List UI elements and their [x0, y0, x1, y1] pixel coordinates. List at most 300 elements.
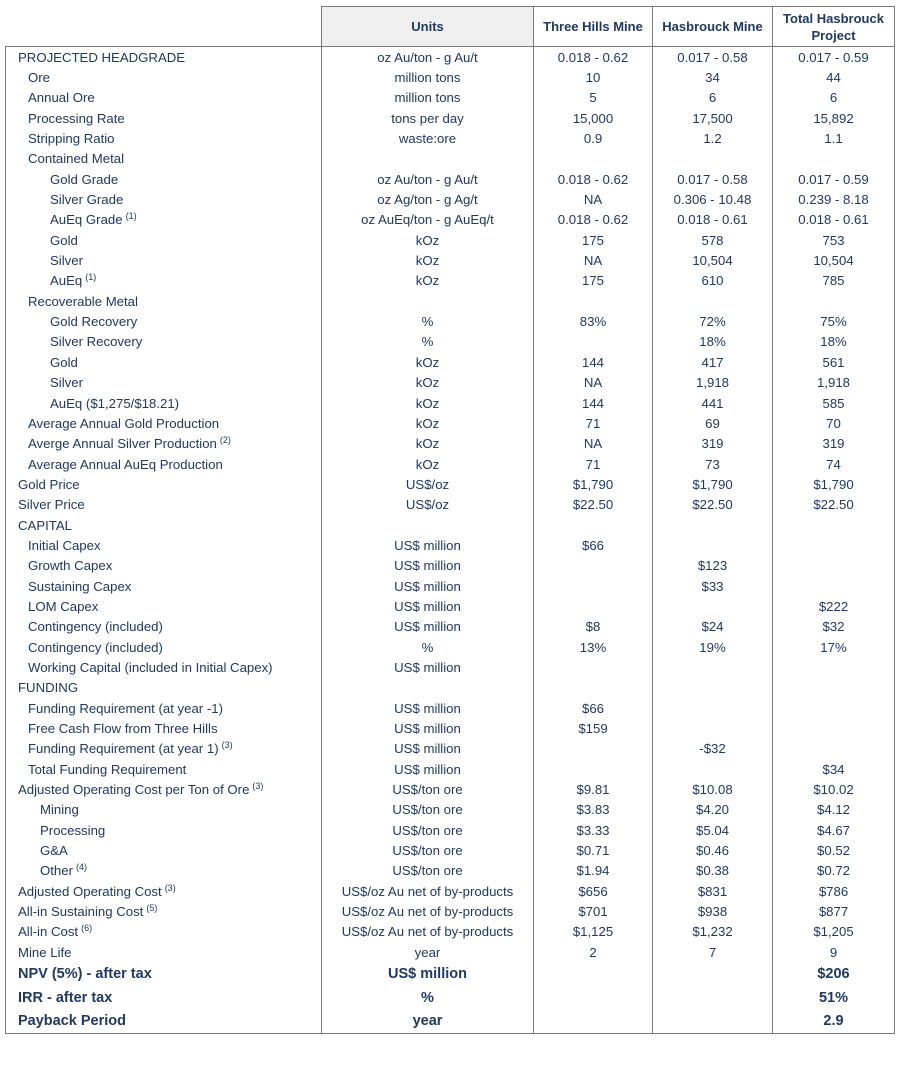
three-hills-value: $22.50 [534, 495, 653, 515]
total-value: 753 [773, 230, 895, 250]
table-row [6, 881, 895, 901]
total-value [773, 698, 895, 718]
row-label: Adjusted Operating Cost [18, 883, 162, 899]
footnote-marker: (3) [164, 882, 176, 893]
three-hills-value: 2 [534, 942, 653, 962]
hasbrouck-value: $33 [653, 576, 773, 596]
three-hills-value: 0.018 - 0.62 [534, 210, 653, 230]
units-cell: US$ million [322, 962, 534, 986]
hasbrouck-value [653, 1009, 773, 1033]
units-cell: US$/oz Au net of by-products [322, 901, 534, 921]
row-label-cell [6, 698, 322, 718]
total-value: $0.72 [773, 861, 895, 881]
table-row [6, 291, 895, 311]
three-hills-value: $0.71 [534, 840, 653, 860]
row-label: Silver Price [18, 497, 85, 513]
header-total: Total Hasbrouck Project [773, 7, 895, 47]
table-row [6, 657, 895, 677]
row-label-cell [6, 901, 322, 921]
row-label-cell [6, 861, 322, 881]
row-label: Total Funding Requirement [28, 761, 187, 777]
table-row [6, 352, 895, 372]
hasbrouck-value: 578 [653, 230, 773, 250]
total-value: 585 [773, 393, 895, 413]
total-value [773, 535, 895, 555]
row-label-cell [6, 678, 322, 698]
hasbrouck-value: $4.20 [653, 800, 773, 820]
three-hills-value: $1.94 [534, 861, 653, 881]
units-cell: year [322, 942, 534, 962]
row-label-cell [6, 495, 322, 515]
row-label: Averge Annual Silver Production [28, 436, 217, 452]
total-value [773, 149, 895, 169]
row-label: Working Capital (included in Initial Capex) [28, 659, 273, 675]
units-cell: US$ million [322, 576, 534, 596]
row-label-cell [6, 596, 322, 616]
three-hills-value: $9.81 [534, 779, 653, 799]
table-row [6, 311, 895, 331]
hasbrouck-value: 72% [653, 311, 773, 331]
units-cell: US$ million [322, 535, 534, 555]
hasbrouck-value [653, 986, 773, 1010]
row-label: Other [40, 863, 73, 879]
units-cell: US$ million [322, 718, 534, 738]
hasbrouck-value: 319 [653, 434, 773, 454]
hasbrouck-value: 73 [653, 454, 773, 474]
row-label: FUNDING [18, 680, 79, 696]
hasbrouck-value [653, 698, 773, 718]
units-cell: oz Ag/ton - g Ag/t [322, 189, 534, 209]
three-hills-value [534, 332, 653, 352]
hasbrouck-value [653, 291, 773, 311]
row-label-cell [6, 108, 322, 128]
hasbrouck-value: 1,918 [653, 373, 773, 393]
table-row [6, 779, 895, 799]
total-value: 6 [773, 88, 895, 108]
row-label: AuEq [50, 273, 83, 289]
row-label-cell [6, 535, 322, 555]
units-cell: oz Au/ton - g Au/t [322, 169, 534, 189]
hasbrouck-value [653, 718, 773, 738]
hasbrouck-value: $22.50 [653, 495, 773, 515]
hasbrouck-value: 69 [653, 413, 773, 433]
total-value [773, 515, 895, 535]
hasbrouck-value: $1,232 [653, 922, 773, 942]
total-value: $0.52 [773, 840, 895, 860]
hasbrouck-value [653, 535, 773, 555]
table-row [6, 47, 895, 68]
total-value: $10.02 [773, 779, 895, 799]
hasbrouck-value: 10,504 [653, 250, 773, 270]
hasbrouck-value [653, 759, 773, 779]
units-cell: oz AuEq/ton - g AuEq/t [322, 210, 534, 230]
units-cell: oz Au/ton - g Au/t [322, 47, 534, 68]
row-label: Mine Life [18, 944, 72, 960]
row-label: Average Annual Gold Production [28, 415, 220, 431]
table-row [6, 495, 895, 515]
three-hills-value: 175 [534, 271, 653, 291]
total-value: $1,205 [773, 922, 895, 942]
hasbrouck-value: 19% [653, 637, 773, 657]
row-label-cell [6, 962, 322, 986]
row-label-cell [6, 617, 322, 637]
hasbrouck-value: 34 [653, 67, 773, 87]
table-row [6, 250, 895, 270]
three-hills-value: 5 [534, 88, 653, 108]
table-row [6, 88, 895, 108]
row-label-cell [6, 576, 322, 596]
row-label: Contained Metal [28, 151, 125, 167]
three-hills-value: 15,000 [534, 108, 653, 128]
row-label: Recoverable Metal [28, 293, 138, 309]
row-label: Gold Grade [50, 171, 119, 187]
three-hills-value [534, 149, 653, 169]
total-value: 44 [773, 67, 895, 87]
total-value: 75% [773, 311, 895, 331]
three-hills-value [534, 657, 653, 677]
row-label-cell [6, 515, 322, 535]
three-hills-value: 10 [534, 67, 653, 87]
three-hills-value: 71 [534, 413, 653, 433]
three-hills-value: 175 [534, 230, 653, 250]
row-label-cell [6, 881, 322, 901]
row-label: AuEq ($1,275/$18.21) [50, 395, 180, 411]
row-label: All-in Cost [18, 924, 79, 940]
hasbrouck-value: $5.04 [653, 820, 773, 840]
row-label: Sustaining Capex [28, 578, 132, 594]
table-row [6, 108, 895, 128]
total-value: 1.1 [773, 128, 895, 148]
hasbrouck-value: $831 [653, 881, 773, 901]
units-cell: US$ million [322, 759, 534, 779]
three-hills-value [534, 678, 653, 698]
hasbrouck-value: 417 [653, 352, 773, 372]
hasbrouck-value: 18% [653, 332, 773, 352]
units-cell: kOz [322, 373, 534, 393]
table-row [6, 373, 895, 393]
three-hills-value [534, 739, 653, 759]
table-row [6, 1009, 895, 1033]
row-label: Funding Requirement (at year 1) [28, 741, 219, 757]
row-label: Average Annual AuEq Production [28, 456, 223, 472]
units-cell: US$ million [322, 657, 534, 677]
units-cell: US$/oz Au net of by-products [322, 881, 534, 901]
table-body [6, 47, 895, 1034]
row-label-cell [6, 169, 322, 189]
table-row [6, 901, 895, 921]
row-label: Stripping Ratio [28, 131, 115, 147]
total-value: $34 [773, 759, 895, 779]
row-label: G&A [40, 843, 68, 859]
table-row [6, 739, 895, 759]
total-value: $32 [773, 617, 895, 637]
row-label-cell [6, 210, 322, 230]
units-cell: US$ million [322, 596, 534, 616]
units-cell: waste:ore [322, 128, 534, 148]
units-cell: US$ million [322, 556, 534, 576]
table-row [6, 800, 895, 820]
three-hills-value [534, 515, 653, 535]
row-label-cell [6, 942, 322, 962]
row-label-cell [6, 800, 322, 820]
hasbrouck-value: $1,790 [653, 474, 773, 494]
total-value [773, 739, 895, 759]
total-value: 1,918 [773, 373, 895, 393]
total-value: 561 [773, 352, 895, 372]
row-label: Silver [50, 253, 83, 269]
row-label: Silver Grade [50, 192, 124, 208]
total-value: 10,504 [773, 250, 895, 270]
three-hills-value: $66 [534, 698, 653, 718]
table-row [6, 759, 895, 779]
units-cell: kOz [322, 393, 534, 413]
total-value: $206 [773, 962, 895, 986]
table-row [6, 210, 895, 230]
row-label-cell [6, 657, 322, 677]
row-label: Initial Capex [28, 537, 101, 553]
three-hills-value [534, 986, 653, 1010]
units-cell: tons per day [322, 108, 534, 128]
row-label: Payback Period [18, 1013, 126, 1030]
total-value [773, 576, 895, 596]
three-hills-value: $66 [534, 535, 653, 555]
row-label: Ore [28, 70, 50, 86]
three-hills-value [534, 596, 653, 616]
units-cell: kOz [322, 413, 534, 433]
footnote-marker: (2) [219, 435, 231, 446]
row-label-cell [6, 250, 322, 270]
row-label: NPV (5%) - after tax [18, 966, 152, 983]
hasbrouck-value: 0.017 - 0.58 [653, 47, 773, 68]
total-value: 0.017 - 0.59 [773, 47, 895, 68]
row-label-cell [6, 332, 322, 352]
row-label-cell [6, 393, 322, 413]
footnote-marker: (5) [146, 903, 158, 914]
row-label: IRR - after tax [18, 989, 113, 1006]
total-value: 18% [773, 332, 895, 352]
units-cell [322, 291, 534, 311]
total-value: 785 [773, 271, 895, 291]
row-label: LOM Capex [28, 598, 99, 614]
units-cell: million tons [322, 67, 534, 87]
table-row [6, 718, 895, 738]
table-row [6, 861, 895, 881]
three-hills-value: $1,125 [534, 922, 653, 942]
hasbrouck-value: 7 [653, 942, 773, 962]
header-units: Units [322, 7, 534, 47]
row-label: Adjusted Operating Cost per Ton of Ore [18, 782, 250, 798]
total-value: $4.67 [773, 820, 895, 840]
footnote-marker: (4) [75, 862, 87, 873]
table-row [6, 840, 895, 860]
total-value: 70 [773, 413, 895, 433]
three-hills-value: $701 [534, 901, 653, 921]
header-row [6, 7, 895, 47]
row-label-cell [6, 47, 322, 68]
hasbrouck-value [653, 515, 773, 535]
row-label-cell [6, 189, 322, 209]
three-hills-value: $656 [534, 881, 653, 901]
header-three-hills: Three Hills Mine [534, 7, 653, 47]
units-cell: kOz [322, 434, 534, 454]
units-cell: year [322, 1009, 534, 1033]
row-label-cell [6, 840, 322, 860]
row-label-cell [6, 779, 322, 799]
table-row [6, 128, 895, 148]
units-cell [322, 149, 534, 169]
units-cell: US$/ton ore [322, 800, 534, 820]
table-row [6, 617, 895, 637]
total-value [773, 657, 895, 677]
row-label-cell [6, 67, 322, 87]
total-value: $1,790 [773, 474, 895, 494]
total-value: $877 [773, 901, 895, 921]
three-hills-value: 0.9 [534, 128, 653, 148]
row-label-cell [6, 373, 322, 393]
row-label: Mining [40, 802, 79, 818]
row-label-cell [6, 88, 322, 108]
total-value: 17% [773, 637, 895, 657]
units-cell: US$/ton ore [322, 861, 534, 881]
hasbrouck-value: 0.018 - 0.61 [653, 210, 773, 230]
row-label-cell [6, 434, 322, 454]
three-hills-value [534, 291, 653, 311]
project-summary-table-container [5, 6, 894, 1034]
table-row [6, 922, 895, 942]
three-hills-value: $159 [534, 718, 653, 738]
row-label: All-in Sustaining Cost [18, 904, 144, 920]
row-label: Processing [40, 822, 106, 838]
row-label-cell [6, 149, 322, 169]
table-row [6, 67, 895, 87]
header-blank-cell [6, 7, 322, 47]
row-label-cell [6, 128, 322, 148]
total-value [773, 291, 895, 311]
total-value: 2.9 [773, 1009, 895, 1033]
total-value: $786 [773, 881, 895, 901]
three-hills-value: 0.018 - 0.62 [534, 169, 653, 189]
units-cell: US$/ton ore [322, 820, 534, 840]
row-label: Growth Capex [28, 558, 113, 574]
hasbrouck-value: $24 [653, 617, 773, 637]
hasbrouck-value: 0.306 - 10.48 [653, 189, 773, 209]
table-row [6, 413, 895, 433]
row-label-cell [6, 739, 322, 759]
three-hills-value: NA [534, 434, 653, 454]
row-label: Gold Price [18, 476, 80, 492]
table-row [6, 230, 895, 250]
table-row [6, 678, 895, 698]
row-label: Contingency (included) [28, 639, 163, 655]
table-row [6, 271, 895, 291]
footnote-marker: (1) [125, 211, 137, 222]
header-hasbrouck: Hasbrouck Mine [653, 7, 773, 47]
row-label-cell [6, 637, 322, 657]
row-label: Funding Requirement (at year -1) [28, 700, 223, 716]
hasbrouck-value [653, 678, 773, 698]
total-value: 15,892 [773, 108, 895, 128]
row-label-cell [6, 1009, 322, 1033]
units-cell: US$ million [322, 617, 534, 637]
row-label: Silver [50, 375, 83, 391]
table-row [6, 986, 895, 1010]
units-cell: % [322, 332, 534, 352]
table-row [6, 434, 895, 454]
hasbrouck-value: $10.08 [653, 779, 773, 799]
hasbrouck-value [653, 962, 773, 986]
units-cell: US$/oz [322, 495, 534, 515]
table-row [6, 474, 895, 494]
table-row [6, 596, 895, 616]
table-row [6, 820, 895, 840]
total-value [773, 678, 895, 698]
row-label-cell [6, 474, 322, 494]
row-label: Annual Ore [28, 90, 95, 106]
total-value: 51% [773, 986, 895, 1010]
three-hills-value: 0.018 - 0.62 [534, 47, 653, 68]
footnote-marker: (3) [221, 740, 233, 751]
table-row [6, 393, 895, 413]
three-hills-value: 144 [534, 352, 653, 372]
row-label: Processing Rate [28, 110, 125, 126]
table-row [6, 637, 895, 657]
units-cell: kOz [322, 271, 534, 291]
three-hills-value: 144 [534, 393, 653, 413]
row-label: Gold [50, 354, 78, 370]
table-row [6, 576, 895, 596]
footnote-marker: (1) [85, 272, 97, 283]
three-hills-value: 13% [534, 637, 653, 657]
total-value [773, 718, 895, 738]
three-hills-value: NA [534, 373, 653, 393]
row-label-cell [6, 986, 322, 1010]
row-label: AuEq Grade [50, 212, 123, 228]
units-cell: US$ million [322, 698, 534, 718]
units-cell: % [322, 637, 534, 657]
table-row [6, 149, 895, 169]
hasbrouck-value: 610 [653, 271, 773, 291]
three-hills-value [534, 1009, 653, 1033]
row-label-cell [6, 454, 322, 474]
table-row [6, 698, 895, 718]
units-cell: kOz [322, 352, 534, 372]
table-row [6, 515, 895, 535]
hasbrouck-value: $938 [653, 901, 773, 921]
row-label-cell [6, 413, 322, 433]
total-value: 0.017 - 0.59 [773, 169, 895, 189]
footnote-marker: (3) [252, 781, 264, 792]
units-cell [322, 515, 534, 535]
three-hills-value: 83% [534, 311, 653, 331]
row-label: CAPITAL [18, 517, 72, 533]
three-hills-value [534, 759, 653, 779]
three-hills-value [534, 556, 653, 576]
row-label: Contingency (included) [28, 619, 163, 635]
row-label-cell [6, 311, 322, 331]
three-hills-value: NA [534, 250, 653, 270]
hasbrouck-value [653, 657, 773, 677]
three-hills-value: $3.83 [534, 800, 653, 820]
row-label-cell [6, 820, 322, 840]
units-cell: million tons [322, 88, 534, 108]
row-label: Gold Recovery [50, 314, 138, 330]
row-label-cell [6, 352, 322, 372]
total-value: $22.50 [773, 495, 895, 515]
hasbrouck-value: $0.46 [653, 840, 773, 860]
row-label: Free Cash Flow from Three Hills [28, 721, 218, 737]
units-cell: US$/ton ore [322, 840, 534, 860]
units-cell: kOz [322, 454, 534, 474]
